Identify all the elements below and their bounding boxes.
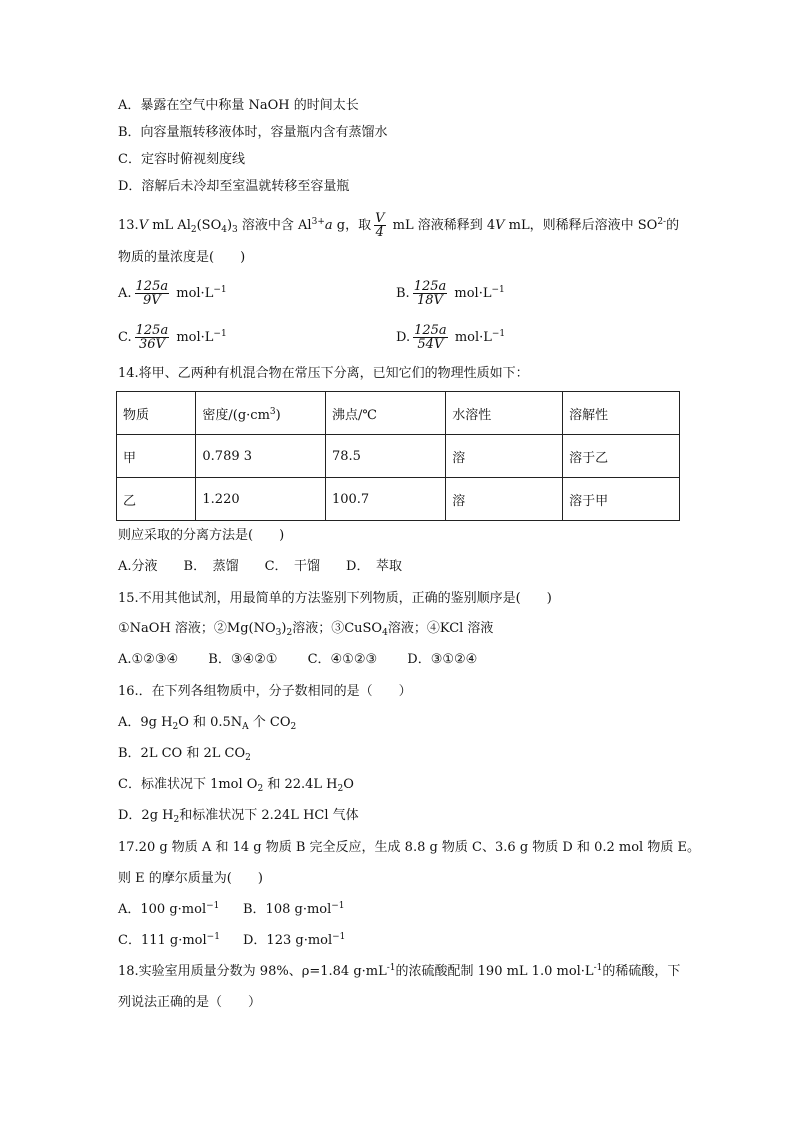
q18-stem: 18.实验室用质量分数为 98%、ρ=1.84 $g\cdot mL^{-1}$的浓硫酸配制 190 mL 1.0 $mol\cdot L^{-1}$的稀硫酸，下 xyxy=(118,963,681,979)
q15-stem: 15.不用其他试剂，用最简单的方法鉴别下列物质，正确的鉴别顺序是( ) xyxy=(118,591,552,606)
table-cell: 100.7 xyxy=(325,478,445,521)
q18-stem-line2: 列说法正确的是（ ） xyxy=(118,995,262,1010)
q17-option-c: C．111 g·mol$^{-1}$ xyxy=(118,932,220,948)
q15-options: A.①②③④ B．③④②① C．④①②③ D．③①②④ xyxy=(118,652,478,667)
table-cell: 1.220 xyxy=(196,478,326,521)
q15-items: ①NaOH 溶液；$②Mg(NO_3)_2$溶液；③CuSO$_4$溶液；④KCl 溶液 xyxy=(118,621,494,638)
table-cell: 甲 xyxy=(117,435,196,478)
q14-options: A.分液 B． 蒸馏 C． 干馏 D． 萃取 xyxy=(118,559,402,574)
q16-option-a: A．9g $H_2O$ 和 $0.5N_A$ 个 $CO_2$ xyxy=(118,715,297,732)
q13-option-b: B. $\frac{125a}{18V}$ $mol\cdot L^{-1}$ xyxy=(396,279,505,308)
q13-fraction: $\frac{V}{4}$ xyxy=(375,211,385,240)
table-cell: 78.5 xyxy=(325,435,445,478)
table-header-cell: 溶解性 xyxy=(563,392,680,435)
table-cell: 0.789 3 xyxy=(196,435,326,478)
properties-table xyxy=(116,391,680,521)
q17-option-d: D．123 g·mol$^{-1}$ xyxy=(243,932,346,948)
table-header-cell: 水溶性 xyxy=(446,392,563,435)
table-cell: 溶于甲 xyxy=(563,478,680,521)
q14-question: 则应采取的分离方法是( ) xyxy=(118,528,285,543)
q13-option-d: D. $\frac{125a}{54V}$ $mol\cdot L^{-1}$ xyxy=(396,323,506,352)
q16-option-b: B．2L CO 和 2L $CO_2$ xyxy=(118,746,251,763)
table-header-cell: 沸点/℃ xyxy=(325,392,445,435)
q13-option-c: C. $\frac{125a}{36V}$ $mol\cdot L^{-1}$ xyxy=(118,323,227,352)
q17-stem: 17.20 g 物质 A 和 14 g 物质 B 完全反应，生成 8.8 g 物质 C、3.6 g 物质 D 和 0.2 mol 物质 E。 xyxy=(118,840,700,855)
table-row xyxy=(117,435,680,478)
q17-option-b: B．108 g·mol$^{-1}$ xyxy=(243,901,345,917)
q13-option-a: A. $\frac{125a}{9V}$ $mol\cdot L^{-1}$ xyxy=(118,279,227,308)
table-row xyxy=(117,478,680,521)
table-header-row xyxy=(117,392,680,435)
q13-stem-line2: 物质的量浓度是( ) xyxy=(118,250,246,265)
q16-stem: 16.．在下列各组物质中，分子数相同的是（ ） xyxy=(118,684,412,699)
q12-option-b: B．向容量瓶转移液体时，容量瓶内含有蒸馏水 xyxy=(118,125,388,140)
q13-stem: 13.V mL $Al_2(SO_4)_3$ 溶液中含 $Al^{3+}a$ g，取 $\frac{V}{4}$ mL 溶液稀释到 4V mL，则稀释后溶液中 $SO^{2-}$的 xyxy=(118,211,680,240)
table-header-cell: 密度$/(g\cdot cm^3)$ xyxy=(196,392,326,435)
table-cell: 乙 xyxy=(117,478,196,521)
q12-option-d: D．溶解后未冷却至室温就转移至容量瓶 xyxy=(118,179,350,194)
table-header-cell: 物质 xyxy=(117,392,196,435)
table-cell: 溶于乙 xyxy=(563,435,680,478)
q16-option-c: C．标准状况下 1mol $O_2$ 和 22.4L $H_2O$ xyxy=(118,777,354,794)
table-cell: 溶 xyxy=(446,478,563,521)
q16-option-d: D．2g $H_2$和标准状况下 2.24L HCl 气体 xyxy=(118,808,359,825)
q14-stem: 14.将甲、乙两种有机混合物在常压下分离，已知它们的物理性质如下： xyxy=(118,366,529,381)
table-cell: 溶 xyxy=(446,435,563,478)
q17-option-a: A．100 g·mol$^{-1}$ xyxy=(118,901,220,917)
q17-stem-line2: 则 E 的摩尔质量为( ) xyxy=(118,871,263,886)
q12-option-c: C．定容时俯视刻度线 xyxy=(118,152,245,167)
q12-option-a: A．暴露在空气中称量 NaOH 的时间太长 xyxy=(118,98,359,113)
